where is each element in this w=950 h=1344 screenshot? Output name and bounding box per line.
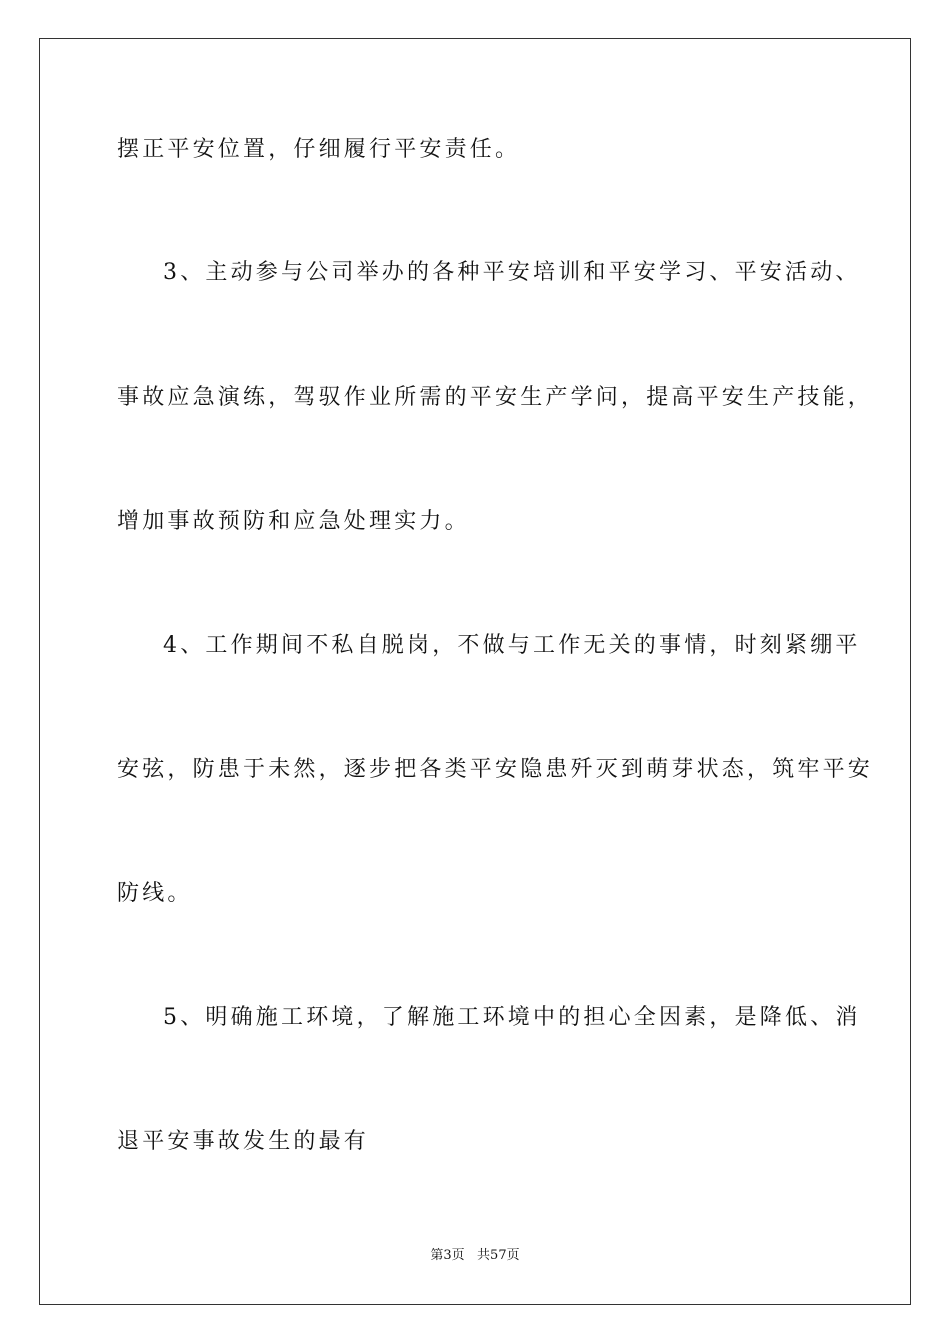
text-line: 4、工作期间不私自脱岗，不做与工作无关的事情，时刻紧绷平 bbox=[163, 633, 861, 658]
text-line: 增加事故预防和应急处理实力。 bbox=[117, 509, 470, 534]
page-border bbox=[39, 38, 911, 1305]
text-line: 退平安事故发生的最有 bbox=[117, 1129, 370, 1154]
text-line: 安弦，防患于未然，逐步把各类平安隐患歼灭到萌芽状态，筑牢平安 bbox=[117, 757, 874, 782]
text-line: 事故应急演练，驾驭作业所需的平安生产学问，提高平安生产技能， bbox=[117, 385, 874, 410]
page-number-footer: 第3页 共57页 bbox=[430, 1248, 520, 1263]
text-line: 5、明确施工环境，了解施工环境中的担心全因素，是降低、消 bbox=[163, 1005, 861, 1030]
text-line: 摆正平安位置，仔细履行平安责任。 bbox=[117, 137, 521, 162]
text-line: 防线。 bbox=[117, 881, 193, 906]
text-line: 3、主动参与公司举办的各种平安培训和平安学习、平安活动、 bbox=[163, 260, 861, 285]
